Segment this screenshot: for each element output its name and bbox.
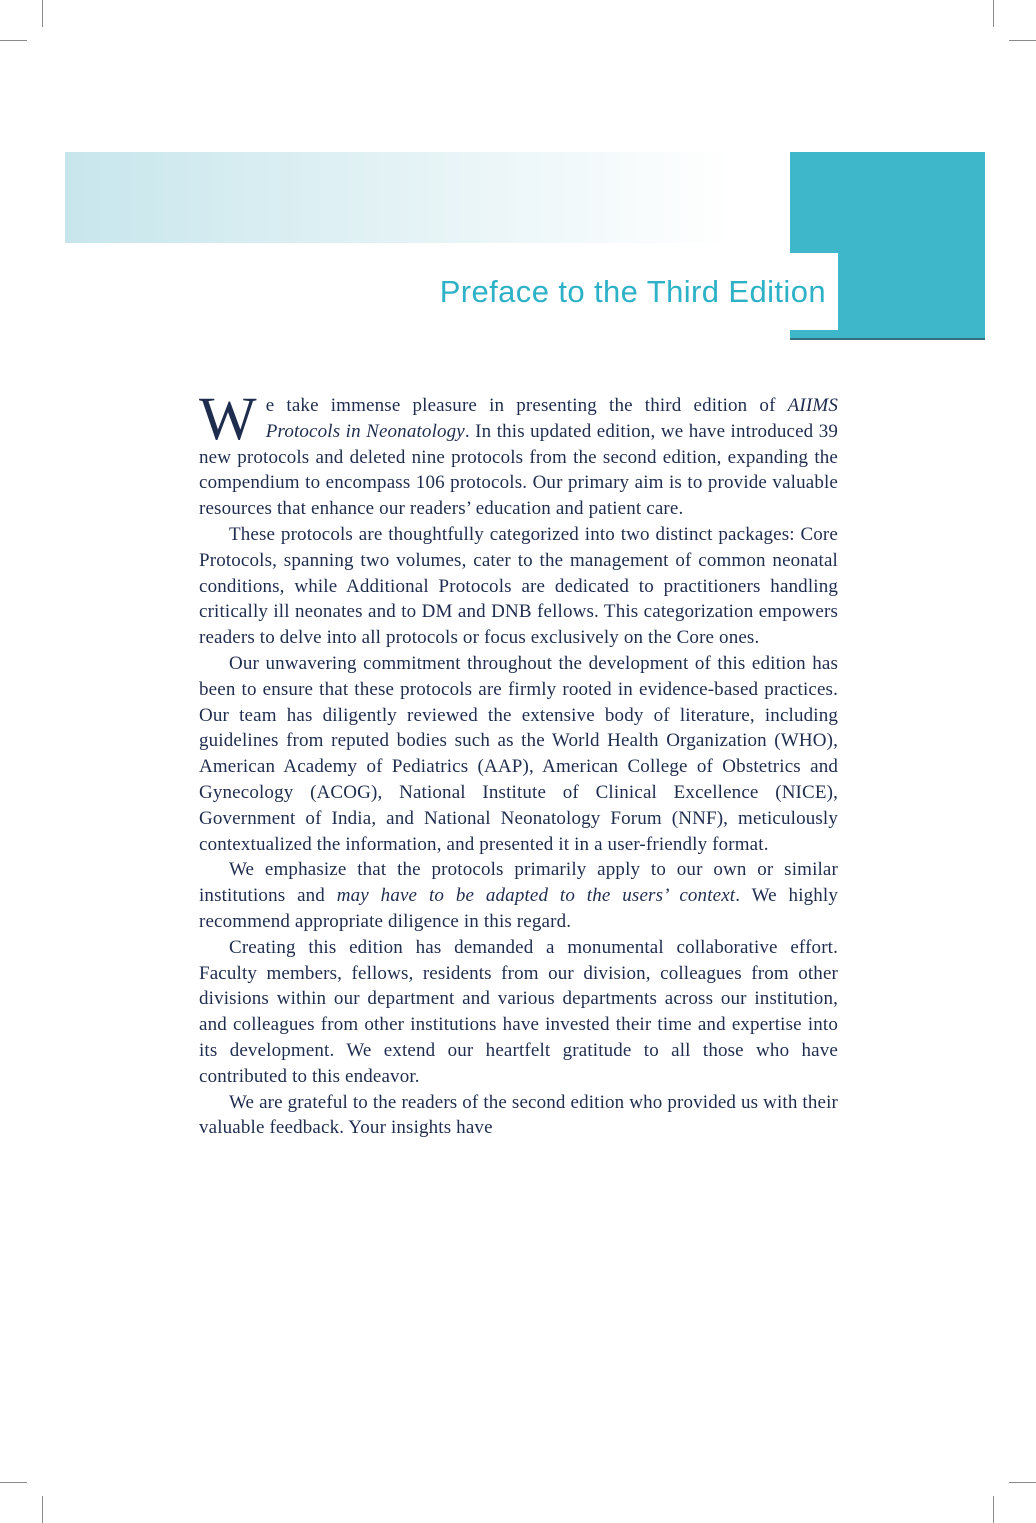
page-title: Preface to the Third Edition: [439, 273, 826, 309]
text-run: Creating this edition has demanded a monumental collaborative effort. Faculty members, fellows, residents from our division, colleagues from other divisions within our department and various departments across our institution, and colleagues from other institutions have invested their time and expertise into its development. We extend our heartfelt gratitude to all those who have contributed to this endeavor.: [199, 936, 838, 1087]
dropcap: W: [199, 386, 257, 453]
text-run: . We highly recommend appropriate diligence in this regard.: [199, 885, 839, 932]
text-run: e take immense pleasure in presenting the third edition of: [265, 395, 788, 416]
text-run: These protocols are thoughtfully categorized into two distinct packages: Core Protocols, spanning two volumes, cater to the management of common neonatal conditions, while Additional Protocols are dedicated to practitioners handling critically ill neonates and to DM and DNB fellows. This categorization empowers readers to delve into all protocols or focus exclusively on the Core ones.: [199, 523, 838, 649]
title-box: [200, 253, 838, 330]
crop-mark: [993, 1496, 994, 1523]
paragraph: [199, 857, 838, 934]
text-run: . In this updated edition, we have introduced 39 new protocols and deleted nine protocols from the second edition, expanding the compendium to encompass 106 protocols. Our primary aim is to provide valuable resources that enhance our readers’ education and patient care.: [199, 420, 839, 520]
crop-mark: [0, 1482, 27, 1483]
italic-text-run: AIIMS Protocols in Neonatology: [265, 395, 838, 442]
paragraph: [199, 522, 838, 651]
header-gradient-band: [65, 152, 790, 243]
paragraph: [199, 935, 838, 1090]
text-run: We emphasize that the protocols primarily apply to our own or similar institutions and: [199, 859, 838, 907]
body-text: [199, 386, 839, 1141]
crop-mark: [993, 0, 994, 27]
header-teal-underline: [790, 338, 985, 340]
crop-mark: [1009, 1482, 1036, 1483]
crop-mark: [1009, 40, 1036, 41]
paragraph: [199, 651, 838, 857]
text-run: Our unwavering commitment throughout the development of this edition has been to ensure that these protocols are firmly rooted in evidence-based practices. Our team has diligently reviewed the extensive body of literature, including guidelines from reputed bodies such as the World Health Organization (WHO), American Academy of Pediatrics (AAP), American College of Obstetrics and Gynecology (ACOG), National Institute of Clinical Excellence (NICE), Government of India, and National Neonatology Forum (NNF), meticulously contextualized the information, and presented it in a user-friendly format.: [199, 652, 838, 855]
crop-mark: [42, 1496, 43, 1523]
italic-text-run: may have to be adapted to the users’ context: [336, 885, 736, 907]
paragraph: [199, 1090, 838, 1142]
text-run: We are grateful to the readers of the second edition who provided us with their valuable feedback. Your insights have: [199, 1091, 838, 1139]
paragraph: [199, 386, 839, 522]
crop-mark: [0, 40, 27, 41]
crop-mark: [42, 0, 43, 27]
